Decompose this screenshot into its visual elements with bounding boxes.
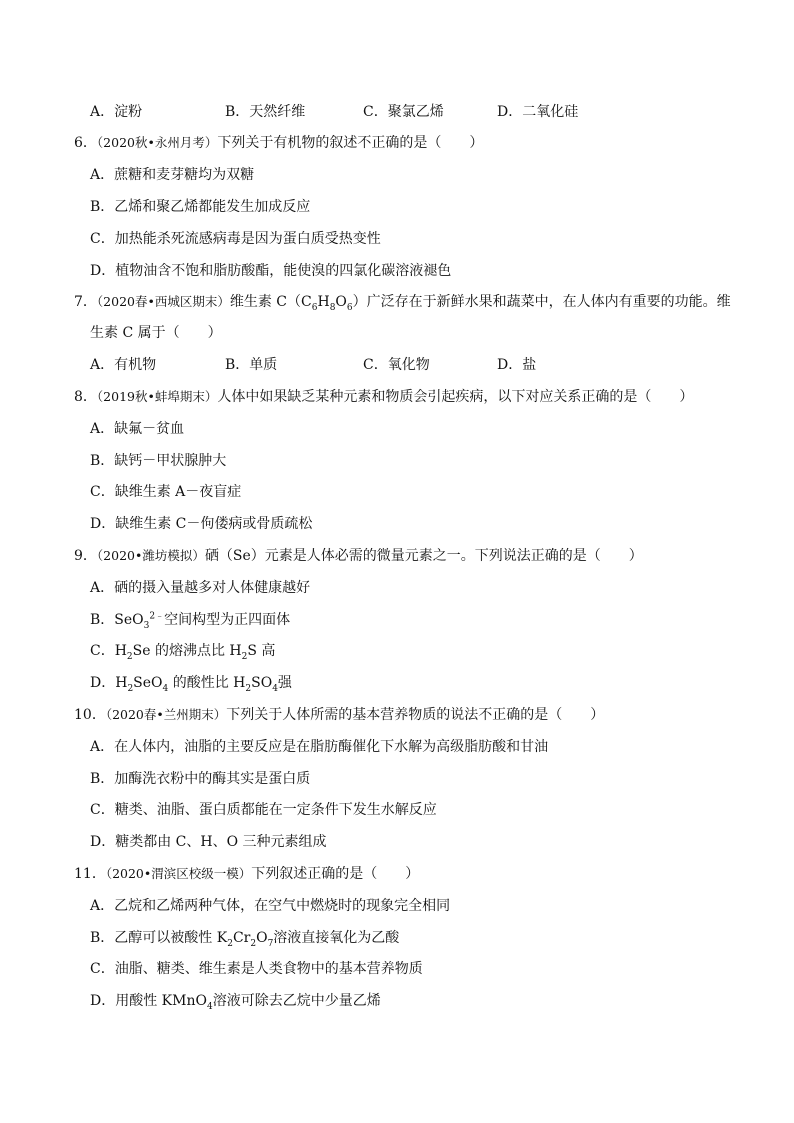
q11-number: 11． — [74, 866, 106, 882]
q11-option-d-text: D．用酸性 KMnO — [90, 993, 207, 1009]
q11-option-d-text: 溶液可除去乙烷中少量乙烯 — [212, 993, 381, 1009]
q11-option-d-subscript: 4 — [206, 1001, 213, 1012]
q9-option-c-subscript: 2 — [126, 651, 133, 662]
q11-source: （2020•渭滨区校级一模） — [105, 866, 252, 881]
q9-option-d-subscript: 2 — [245, 683, 252, 694]
q6-number: 6． — [74, 135, 97, 151]
q8-option-c: C．缺维生素 A－夜盲症 — [90, 484, 242, 500]
q9-option-d-subscript: 2 — [127, 683, 134, 694]
q10-option-d: D．糖类都由 C、H、O 三种元素组成 — [90, 834, 327, 850]
q9-stem — [74, 546, 643, 566]
q8-number: 8． — [74, 389, 97, 405]
q6-option-c: C．加热能杀死流感病毒是因为蛋白质受热变性 — [90, 231, 381, 247]
q9-option-c-text: S 高 — [247, 643, 276, 659]
q9-option-c-subscript: 2 — [241, 651, 248, 662]
q6-text: 下列关于有机物的叙述不正确的是（ ） — [217, 135, 484, 151]
q7-text-part: H — [317, 294, 330, 310]
q6-option-b: B．乙烯和聚乙烯都能发生加成反应 — [90, 199, 311, 215]
q8-source: （2019秋•蚌埠期末） — [96, 389, 218, 404]
q11-option-b-text: O — [256, 930, 268, 946]
q9-option-c — [90, 641, 275, 661]
q7-option-d: D．盐 — [497, 357, 537, 373]
q7-number: 7． — [74, 294, 97, 310]
q9-option-a: A．硒的摄入量越多对人体健康越好 — [90, 580, 311, 596]
q11-option-b-subscript: 2 — [227, 938, 233, 949]
q6-source: （2020秋•永州月考） — [96, 135, 218, 150]
q7-stem-continuation: 生素 C 属于（ ） — [90, 325, 222, 341]
q5-option-d: D．二氧化硅 — [497, 104, 579, 120]
q10-option-a: A．在人体内，油脂的主要反应是在脂肪酶催化下水解为高级脂肪酸和甘油 — [90, 739, 549, 755]
q5-option-b: B．天然纤维 — [225, 104, 306, 120]
q9-number: 9． — [74, 548, 97, 564]
q7-option-c: C．氧化物 — [363, 357, 430, 373]
q7-text-part: O — [335, 294, 347, 310]
q7-subscript: 6 — [311, 302, 318, 313]
q9-option-d-text: 的酸性比 H — [168, 675, 246, 691]
q5-option-a: A．淀粉 — [90, 104, 143, 120]
q7-subscript: 6 — [346, 302, 353, 313]
q9-option-b — [90, 610, 290, 630]
q9-option-b-text: 空间构型为正四面体 — [164, 612, 291, 628]
q9-source: （2020•潍坊模拟） — [96, 548, 205, 563]
q6-stem — [74, 133, 483, 153]
q9-option-d-subscript: 4 — [162, 683, 169, 694]
q9-option-d — [90, 673, 292, 693]
q10-text: 下列关于人体所需的基本营养物质的说法不正确的是（ ） — [226, 707, 605, 723]
q11-option-c: C．油脂、糖类、维生素是人类食物中的基本营养物质 — [90, 961, 423, 977]
q9-option-d-text: SeO — [133, 675, 163, 691]
q11-option-b-subscript: 7 — [267, 938, 274, 949]
q11-option-a: A．乙烷和乙烯两种气体，在空气中燃烧时的现象完全相同 — [90, 898, 451, 914]
q8-option-b: B．缺钙－甲状腺肿大 — [90, 453, 227, 469]
q6-option-d: D．植物油含不饱和脂肪酸酯，能使溴的四氯化碳溶液褪色 — [90, 263, 452, 279]
q8-stem — [74, 387, 693, 407]
q7-source: （2020春•西城区期末） — [96, 294, 230, 309]
q9-option-d-text: D．H — [90, 675, 128, 691]
q10-option-b: B．加酶洗衣粉中的酶其实是蛋白质 — [90, 771, 311, 787]
q11-option-d — [90, 991, 381, 1011]
q11-option-b-text: Cr — [232, 930, 251, 946]
q11-option-b-text: 溶液直接氧化为乙酸 — [273, 930, 400, 946]
q7-text-part: 维生素 C（C — [229, 294, 312, 310]
q5-option-c: C．聚氯乙烯 — [363, 104, 444, 120]
q9-option-c-text: C．H — [90, 643, 127, 659]
q9-option-d-subscript: 4 — [272, 683, 278, 694]
q8-text: 人体中如果缺乏某种元素和物质会引起疾病，以下对应关系正确的是（ ） — [217, 389, 694, 405]
q8-option-a: A．缺氟－贫血 — [90, 421, 185, 437]
q7-option-a: A．有机物 — [90, 357, 157, 373]
q7-subscript: 8 — [329, 302, 336, 313]
q7-option-b: B．单质 — [225, 357, 278, 373]
q10-stem — [74, 705, 604, 725]
q10-source: （2020春•兰州期末） — [105, 707, 227, 722]
q9-text: 硒（Se）元素是人体必需的微量元素之一。下列说法正确的是（ ） — [204, 548, 643, 564]
q8-option-d: D．缺维生素 C－佝偻病或骨质疏松 — [90, 516, 313, 532]
q7-text-part: ）广泛存在于新鲜水果和蔬菜中，在人体内有重要的功能。维 — [352, 294, 731, 310]
q10-option-c: C．糖类、油脂、蛋白质都能在一定条件下发生水解反应 — [90, 802, 437, 818]
q11-option-b-text: B．乙醇可以被酸性 K — [90, 930, 228, 946]
q10-number: 10． — [74, 707, 106, 723]
q9-option-b-text: B．SeO — [90, 612, 144, 628]
q11-text: 下列叙述正确的是（ ） — [251, 866, 420, 882]
q7-stem — [74, 292, 731, 312]
q11-stem — [74, 864, 419, 884]
q6-option-a: A．蔗糖和麦芽糖均为双糖 — [90, 167, 255, 183]
q9-option-c-text: Se 的熔沸点比 H — [132, 643, 242, 659]
q11-option-b-subscript: 2 — [250, 938, 257, 949]
q9-option-b-superscript: 2﹣ — [149, 611, 165, 622]
q9-option-d-text: SO — [251, 675, 273, 691]
q9-option-b-subscript: 3 — [143, 620, 150, 631]
q11-option-b — [90, 928, 399, 948]
q9-option-d-text: 强 — [277, 675, 292, 691]
